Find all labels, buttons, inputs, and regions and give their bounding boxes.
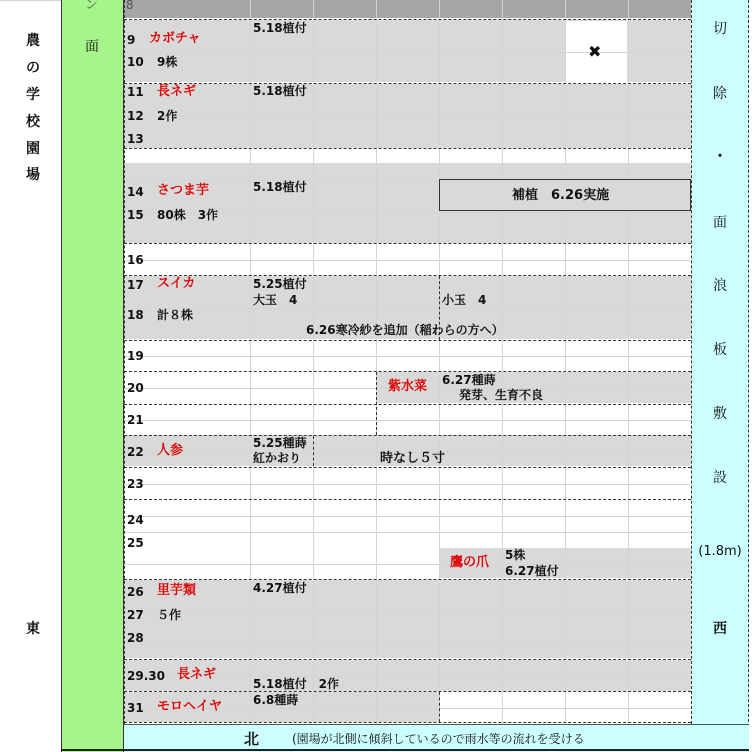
left-char-4: 校 [26, 114, 40, 130]
crop-name: 長ネギ [177, 667, 217, 682]
row-number: 16 [127, 253, 144, 267]
right-char-4: 面 [713, 215, 727, 231]
crop-name: カボチャ [149, 31, 201, 46]
planting-note: 5.18植付 [253, 180, 307, 194]
crop-name: 紫水菜 [388, 379, 428, 394]
row-number: 17 [127, 278, 144, 292]
crop-name: 鷹の爪 [450, 555, 490, 570]
row-number: 12 [127, 109, 144, 123]
slope-note: (園場が北側に傾斜しているので雨水等の流れを受ける [292, 732, 585, 746]
planting-note: 5.25種蒔 [253, 436, 307, 450]
row-text: 2作 [157, 109, 178, 123]
right-bottom-label: 西 [713, 621, 727, 637]
left-bottom-label: 東 [26, 621, 40, 637]
row-number: 31 [127, 701, 144, 715]
row-number: 24 [127, 513, 144, 527]
row-number: 23 [127, 477, 144, 491]
row-text: ５作 [157, 608, 182, 622]
variety-name: 時なし５寸 [380, 451, 446, 466]
left-char-2: の [26, 60, 40, 76]
row-number: 28 [127, 631, 144, 645]
row-number: 14 [127, 185, 144, 199]
row-number: 11 [127, 85, 144, 99]
green-top-glyph: ン [85, 0, 99, 13]
right-char-1: 切 [713, 21, 727, 37]
row-number: 15 [127, 208, 144, 222]
row-number: 22 [127, 445, 144, 459]
right-column [691, 0, 749, 724]
row-text: 80株 3作 [157, 208, 219, 222]
planting-note: 6.8種蒔 [253, 693, 299, 707]
variety-note: 大玉 4 [253, 293, 298, 307]
planting-note: 5.18植付 [253, 21, 307, 35]
row-number: 29.30 [127, 669, 165, 683]
growth-note: 発芽、生育不良 [459, 388, 544, 402]
crop-name: 里芋類 [157, 583, 197, 598]
green-column [61, 0, 124, 752]
cover-note: 6.26寒冷紗を追加（稲わらの方へ） [306, 323, 504, 337]
row-number: 19 [127, 349, 144, 363]
row-text: 計８株 [157, 308, 194, 322]
row-number: 20 [127, 381, 144, 395]
right-char-2: 除 [713, 86, 727, 102]
left-char-1: 農 [26, 33, 40, 49]
row-number: 13 [127, 132, 144, 146]
row-number: 10 [127, 55, 144, 69]
row-number: 21 [127, 413, 144, 427]
right-char-5: 浪 [713, 278, 727, 294]
crop-name: スイカ [157, 276, 196, 291]
planting-note: 6.27植付 [505, 564, 559, 578]
row-number: 18 [127, 308, 144, 322]
right-char-8: 設 [713, 470, 727, 486]
crop-name: モロヘイヤ [157, 699, 223, 714]
right-width-label: (1.8m) [698, 544, 742, 559]
row-number: 27 [127, 608, 144, 622]
north-label: 北 [244, 730, 260, 748]
main-grid [124, 0, 691, 724]
row-number: 25 [127, 536, 144, 550]
left-char-6: 場 [26, 167, 40, 183]
row-text: 9株 [157, 55, 178, 69]
row-number: 9 [127, 33, 136, 47]
crop-name: 人参 [157, 443, 184, 458]
right-char-7: 敷 [713, 406, 727, 422]
crop-name: さつま芋 [157, 183, 210, 198]
planting-note: 5.18植付 [253, 84, 307, 98]
right-char-3: ・ [713, 149, 727, 165]
planting-note: 4.27植付 [253, 581, 307, 595]
x-mark-icon: ✖ [588, 42, 602, 61]
variety-note: 紅かおり [253, 451, 302, 465]
left-char-5: 園 [26, 141, 40, 157]
right-char-6: 板 [713, 342, 727, 358]
planting-note: 6.27種蒔 [442, 373, 496, 387]
left-char-3: 学 [26, 87, 40, 103]
row-8-label: 8 [126, 0, 134, 12]
green-column-label: 面 [85, 39, 99, 55]
bottom-border [61, 749, 749, 751]
planting-note: 5.25植付 [253, 277, 307, 291]
count-note: 5株 [505, 548, 526, 562]
planting-note: 5.18植付 2作 [253, 677, 339, 691]
row-number: 26 [127, 585, 144, 599]
replant-note: 補植 6.26実施 [512, 188, 610, 203]
crop-name: 長ネギ [157, 84, 197, 99]
variety-note: 小玉 4 [442, 293, 487, 307]
